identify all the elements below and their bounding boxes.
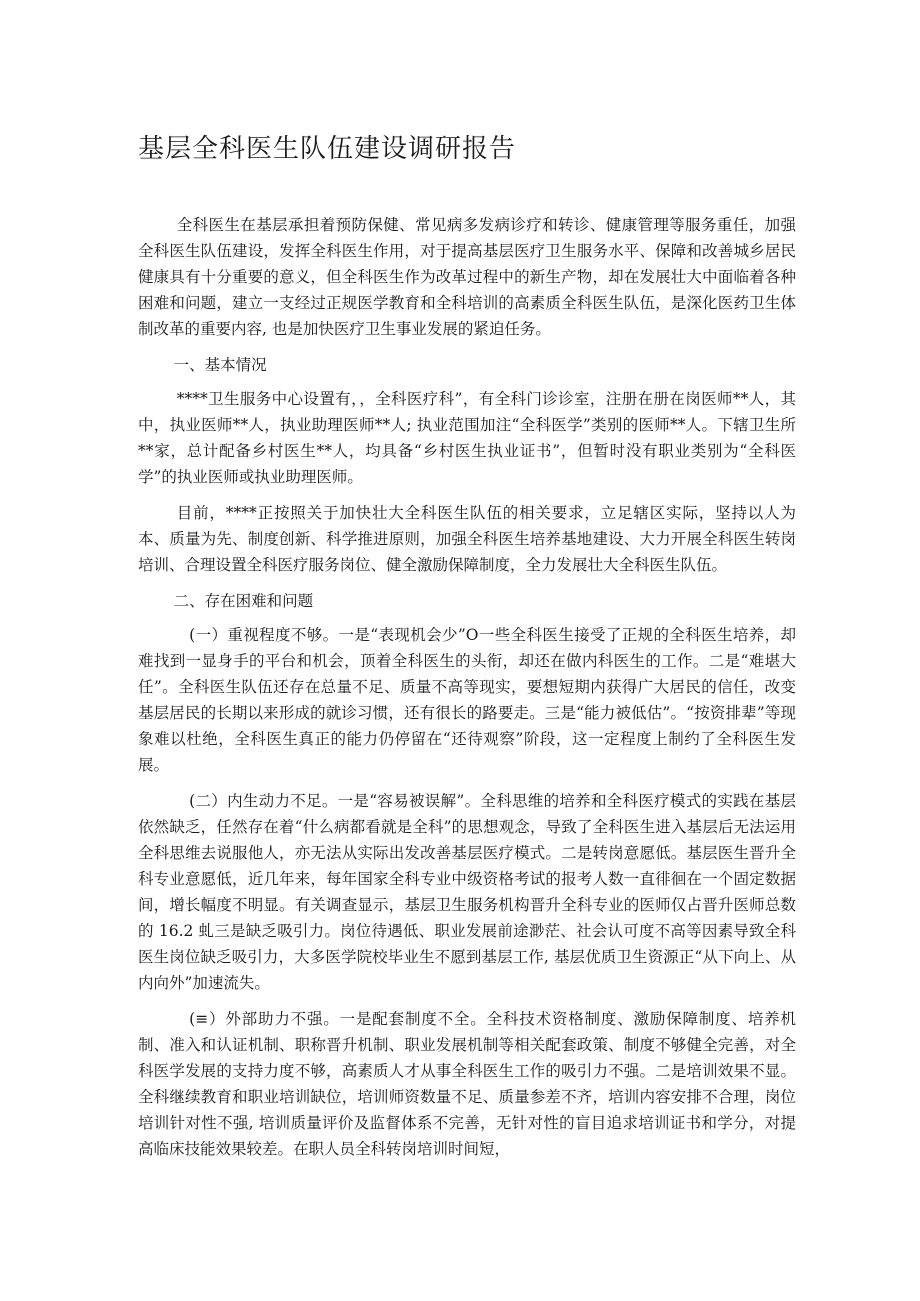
section-heading-basic-situation: 一、基本情况 [173, 356, 267, 374]
problem-paragraph-1: (一）重视程度不够。一是“表现机会少”O一些全科医生接受了正规的全科医生培养，却难找到一显身手的平台和机会，顶着全科医生的头衔，却还在做内科医生的工作。二是“难堪大任”。全科医生队伍还存在总量不足、质量不高等现实，要想短期内获得广大居民的信任，改变基层居民的长期以来形成的就诊习惯，还有很长的路要走。三是“能力被低估”。“按资排辈”等现象难以杜绝，全科医生真正的能力仍停留在“还待观察”阶段，这一定程度上制约了全科医生发展。 [138, 626, 796, 774]
basic-situation-paragraph-2: 目前，****正按照关于加快壮大全科医生队伍的相关要求，立足辖区实际，坚持以人为本、质量为先、制度创新、科学推进原则，加强全科医生培养基地建设、大力开展全科医生转岗培训、合理设置全科医疗服务岗位、健全激励保障制度，全力发展壮大全科医生队伍。 [138, 504, 796, 574]
basic-situation-paragraph-1: ****卫生服务中心设置有，，全科医疗科”，有全科门诊诊室，注册在册在岗医师**人，其中，执业医师**人，执业助理医师**人; 执业范围加注“全科医学”类别的医师**人。下辖卫生所**家，总计配备乡村医生**人，均具备“乡村医生执业证书”，但暂时没有职业类别为“全科医学”的执业医师或执业助理医师。 [138, 390, 796, 486]
problem-paragraph-3: (≡）外部助力不强。一是配套制度不全。全科技术资格制度、激励保障制度、培养机制、准入和认证机制、职称晋升机制、职业发展机制等相关配套政策、制度不够健全完善，对全科医学发展的支持力度不够，高素质人才从事全科医生工作的吸引力不强。二是培训效果不显。全科继续教育和职业培训缺位，培训师资数量不足、质量参差不齐，培训内容安排不合理，岗位培训针对性不强, 培训质量评价及监督体系不完善，无针对性的盲目追求培训证书和学分，对提高临床技能效果较差。在职人员全科转岗培训时间短， [138, 1010, 796, 1158]
document-body [138, 212, 796, 1172]
intro-paragraph: 全科医生在基层承担着预防保健、常见病多发病诊疗和转诊、健康管理等服务重任，加强全科医生队伍建设，发挥全科医生作用，对于提高基层医疗卫生服务水平、保障和改善城乡居民健康具有十分重要的意义，但全科医生作为改革过程中的新生产物，却在发展壮大中面临着各种困难和问题，建立一支经过正规医学教育和全科培训的高素质全科医生队伍，是深化医药卫生体制改革的重要内容, 也是加快医疗卫生事业发展的紧迫任务。 [138, 216, 796, 338]
problem-paragraph-2: (二）内生动力不足。一是“容易被误解”。全科思维的培养和全科医疗模式的实践在基层依然缺乏，任然存在着“什么病都看就是全科”的思想观念，导致了全科医生进入基层后无法运用全科思维去说服他人，亦无法从实际出发改善基层医疗模式。二是转岗意愿低。基层医生晋升全科专业意愿低，近几年来，每年国家全科专业中级资格考试的报考人数一直徘徊在一个固定数据间，增长幅度不明显。有关调查显示，基层卫生服务机构晋升全科专业的医师仅占晋升医师总数的 16.2 虬三是缺乏吸引力。岗位待遇低、职业发展前途渺茫、社会认可度不高等因素导致全科医生岗位缺乏吸引力，大多医学院校毕业生不愿到基层工作, 基层优质卫生资源正“从下向上、从内向外”加速流失。 [138, 792, 796, 992]
document-title: 基层全科医生队伍建设调研报告 [138, 134, 517, 164]
section-heading-problems: 二、存在困难和问题 [173, 592, 314, 610]
